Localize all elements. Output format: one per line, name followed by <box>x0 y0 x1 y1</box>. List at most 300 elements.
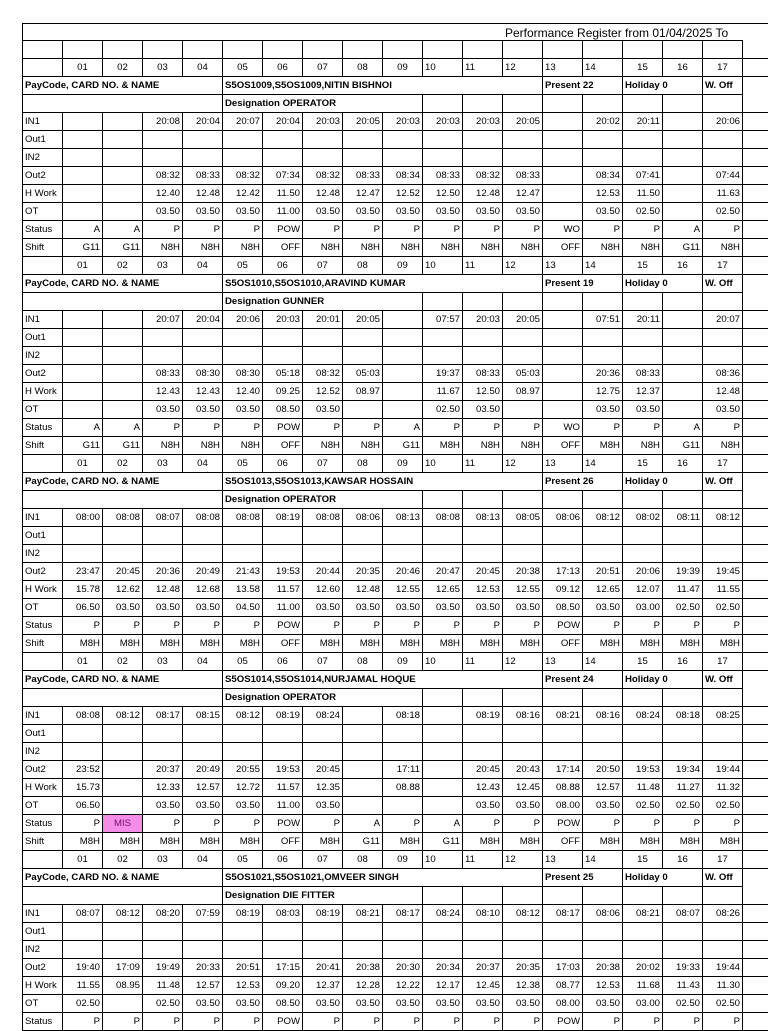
row-label: H Work <box>23 779 63 797</box>
designation-blank <box>663 293 703 311</box>
value-cell: G11 <box>103 239 143 257</box>
blank-cell <box>263 41 303 59</box>
value-cell <box>503 131 543 149</box>
value-cell: 12.48 <box>703 383 743 401</box>
value-cell: 20:03 <box>423 113 463 131</box>
value-cell: 20:06 <box>623 563 663 581</box>
value-cell <box>463 149 503 167</box>
overflow-cell <box>743 995 768 1013</box>
value-cell <box>423 761 463 779</box>
value-cell: A <box>663 419 703 437</box>
blank-cell <box>423 41 463 59</box>
value-cell: M8H <box>703 635 743 653</box>
value-cell: 20:37 <box>143 761 183 779</box>
value-cell <box>303 329 343 347</box>
value-cell: 20:46 <box>383 563 423 581</box>
value-cell <box>623 527 663 545</box>
value-cell <box>223 527 263 545</box>
value-cell <box>703 131 743 149</box>
value-cell <box>223 329 263 347</box>
value-cell: 05:03 <box>343 365 383 383</box>
value-cell <box>463 743 503 761</box>
designation-blank <box>543 887 583 905</box>
value-cell <box>663 203 703 221</box>
value-cell <box>503 725 543 743</box>
value-cell: 12.45 <box>503 779 543 797</box>
row-label: Out1 <box>23 329 63 347</box>
value-cell: G11 <box>663 239 703 257</box>
value-cell: M8H <box>423 635 463 653</box>
value-cell <box>423 743 463 761</box>
row-label: Out1 <box>23 923 63 941</box>
value-cell: 02.50 <box>143 995 183 1013</box>
attendance-row <box>23 617 768 635</box>
day-number-cell: 16 <box>663 59 703 77</box>
value-cell: 20:51 <box>583 563 623 581</box>
value-cell <box>463 527 503 545</box>
value-cell <box>103 383 143 401</box>
day-number-cell: 02 <box>103 851 143 869</box>
value-cell: 08:05 <box>503 509 543 527</box>
value-cell: 12.53 <box>583 977 623 995</box>
value-cell <box>623 725 663 743</box>
value-cell: 20:04 <box>263 113 303 131</box>
attendance-row <box>23 599 768 617</box>
value-cell: 08.88 <box>543 779 583 797</box>
designation-blank <box>543 293 583 311</box>
value-cell <box>623 347 663 365</box>
value-cell <box>463 347 503 365</box>
value-cell <box>263 725 303 743</box>
value-cell: 03.50 <box>423 599 463 617</box>
value-cell <box>543 527 583 545</box>
value-cell <box>383 347 423 365</box>
paycode-label: PayCode, CARD NO. & NAME <box>23 275 223 293</box>
value-cell: 03.50 <box>183 995 223 1013</box>
value-cell: 09.20 <box>263 977 303 995</box>
value-cell: 19:45 <box>703 563 743 581</box>
value-cell: P <box>183 617 223 635</box>
value-cell: 08:32 <box>303 365 343 383</box>
value-cell: 12.65 <box>583 581 623 599</box>
value-cell: 03.50 <box>383 599 423 617</box>
day-number-cell: 01 <box>63 851 103 869</box>
designation-blank <box>583 95 623 113</box>
value-cell <box>103 779 143 797</box>
value-cell <box>503 401 543 419</box>
value-cell: 20:11 <box>623 311 663 329</box>
value-cell: OFF <box>543 635 583 653</box>
value-cell <box>423 707 463 725</box>
value-cell <box>343 797 383 815</box>
value-cell: 03.50 <box>143 599 183 617</box>
attendance-row <box>23 905 768 923</box>
value-cell <box>263 131 303 149</box>
row-label: IN1 <box>23 509 63 527</box>
value-cell: POW <box>543 815 583 833</box>
day-number-cell: 16 <box>663 455 703 473</box>
value-cell: M8H <box>423 437 463 455</box>
value-cell <box>143 941 183 959</box>
value-cell: N8H <box>183 437 223 455</box>
value-cell: 03.50 <box>343 203 383 221</box>
overflow-cell <box>743 239 768 257</box>
header-blank-cell <box>23 59 63 77</box>
day-number-cell: 03 <box>143 257 183 275</box>
value-cell: 12.43 <box>183 383 223 401</box>
value-cell: 17:09 <box>103 959 143 977</box>
row-label: Out2 <box>23 365 63 383</box>
designation-blank <box>703 491 743 509</box>
value-cell <box>343 941 383 959</box>
value-cell: N8H <box>343 437 383 455</box>
weekoff-label: W. Off <box>703 671 743 689</box>
value-cell <box>703 725 743 743</box>
overflow-cell <box>743 563 768 581</box>
value-cell <box>583 131 623 149</box>
value-cell: 02.50 <box>663 797 703 815</box>
overflow-cell <box>743 725 768 743</box>
overflow-cell <box>743 815 768 833</box>
value-cell <box>623 329 663 347</box>
day-number-cell: 15 <box>623 59 663 77</box>
value-cell: 08:12 <box>703 509 743 527</box>
overflow-cell <box>743 545 768 563</box>
value-cell: 03.50 <box>303 203 343 221</box>
day-number-cell: 02 <box>103 653 143 671</box>
value-cell: 08:16 <box>503 707 543 725</box>
blank-cell <box>183 41 223 59</box>
value-cell: P <box>303 1013 343 1031</box>
blank-cell <box>343 41 383 59</box>
value-cell <box>543 923 583 941</box>
designation-blank <box>503 491 543 509</box>
value-cell <box>383 365 423 383</box>
value-cell <box>183 725 223 743</box>
value-cell: 20:45 <box>303 761 343 779</box>
value-cell: 02.50 <box>703 203 743 221</box>
overflow-cell <box>743 743 768 761</box>
value-cell: 03.50 <box>503 995 543 1013</box>
value-cell: N8H <box>423 239 463 257</box>
blank-cell <box>503 41 543 59</box>
value-cell: P <box>423 1013 463 1031</box>
value-cell: 08:26 <box>703 905 743 923</box>
value-cell: 20:05 <box>343 311 383 329</box>
value-cell: 12.52 <box>383 185 423 203</box>
present-count: Present 22 <box>543 77 623 95</box>
value-cell <box>103 131 143 149</box>
row-label: Status <box>23 221 63 239</box>
value-cell: G11 <box>63 239 103 257</box>
day-number-cell: 17 <box>703 653 743 671</box>
value-cell: 20:03 <box>263 311 303 329</box>
value-cell <box>423 725 463 743</box>
row-label: Out1 <box>23 131 63 149</box>
value-cell: 19:34 <box>663 761 703 779</box>
value-cell: 12.43 <box>143 383 183 401</box>
value-cell <box>223 149 263 167</box>
day-number-cell: 02 <box>103 257 143 275</box>
value-cell <box>223 941 263 959</box>
value-cell: A <box>103 221 143 239</box>
value-cell <box>383 923 423 941</box>
value-cell <box>663 149 703 167</box>
value-cell: 20:05 <box>503 113 543 131</box>
value-cell: G11 <box>63 437 103 455</box>
overflow-cell <box>743 329 768 347</box>
value-cell <box>63 203 103 221</box>
day-number-cell: 16 <box>663 653 703 671</box>
value-cell: 20:41 <box>303 959 343 977</box>
attendance-row <box>23 347 768 365</box>
value-cell <box>703 923 743 941</box>
value-cell: N8H <box>623 239 663 257</box>
day-number-cell: 05 <box>223 851 263 869</box>
attendance-row <box>23 221 768 239</box>
value-cell: 20:06 <box>223 311 263 329</box>
value-cell <box>663 347 703 365</box>
value-cell <box>543 311 583 329</box>
value-cell <box>103 923 143 941</box>
value-cell: 08:32 <box>463 167 503 185</box>
attendance-row <box>23 167 768 185</box>
designation-row <box>23 491 768 509</box>
attendance-row <box>23 149 768 167</box>
title-rule <box>22 23 768 24</box>
employee-name: S5OS1009,S5OS1009,NITIN BISHNOI <box>223 77 543 95</box>
designation-blank <box>663 689 703 707</box>
value-cell: N8H <box>503 437 543 455</box>
designation-blank <box>23 689 223 707</box>
value-cell <box>663 545 703 563</box>
overflow-cell <box>743 923 768 941</box>
attendance-row <box>23 815 768 833</box>
value-cell: 07:57 <box>423 311 463 329</box>
value-cell <box>343 401 383 419</box>
day-header-row <box>23 257 768 275</box>
value-cell: 20:03 <box>383 113 423 131</box>
value-cell <box>663 113 703 131</box>
value-cell: 12.40 <box>143 185 183 203</box>
value-cell: 12.53 <box>223 977 263 995</box>
value-cell <box>343 725 383 743</box>
value-cell: 11.57 <box>263 581 303 599</box>
day-number-cell: 12 <box>503 653 543 671</box>
day-number-cell: 13 <box>543 455 583 473</box>
value-cell: 08:08 <box>183 509 223 527</box>
value-cell: 11.32 <box>703 779 743 797</box>
designation-blank <box>623 293 663 311</box>
row-label: H Work <box>23 185 63 203</box>
value-cell: P <box>63 1013 103 1031</box>
row-label: IN1 <box>23 311 63 329</box>
value-cell <box>543 203 583 221</box>
value-cell: 08:12 <box>583 509 623 527</box>
value-cell <box>63 149 103 167</box>
blank-cell <box>383 41 423 59</box>
value-cell: 12.72 <box>223 779 263 797</box>
value-cell <box>103 347 143 365</box>
value-cell: 11.68 <box>623 977 663 995</box>
value-cell: 19:53 <box>263 563 303 581</box>
value-cell: 20:03 <box>463 113 503 131</box>
value-cell <box>303 545 343 563</box>
value-cell <box>543 131 583 149</box>
value-cell <box>543 401 583 419</box>
value-cell: 20:08 <box>143 113 183 131</box>
value-cell <box>503 329 543 347</box>
value-cell <box>503 545 543 563</box>
value-cell <box>503 149 543 167</box>
overflow-cell <box>743 221 768 239</box>
value-cell: 20:02 <box>623 959 663 977</box>
value-cell <box>103 149 143 167</box>
value-cell: P <box>223 815 263 833</box>
attendance-row <box>23 329 768 347</box>
row-label: IN2 <box>23 743 63 761</box>
attendance-row <box>23 995 768 1013</box>
value-cell <box>663 131 703 149</box>
value-cell: P <box>663 815 703 833</box>
attendance-row <box>23 725 768 743</box>
value-cell: P <box>343 221 383 239</box>
day-number-cell: 01 <box>63 59 103 77</box>
value-cell <box>143 347 183 365</box>
attendance-row <box>23 203 768 221</box>
day-number-cell: 06 <box>263 851 303 869</box>
value-cell: 06.50 <box>63 797 103 815</box>
value-cell <box>623 545 663 563</box>
row-label: Status <box>23 815 63 833</box>
row-label: IN2 <box>23 545 63 563</box>
value-cell: 03.50 <box>303 995 343 1013</box>
value-cell: 08:30 <box>223 365 263 383</box>
paycode-label: PayCode, CARD NO. & NAME <box>23 869 223 887</box>
value-cell: 08:10 <box>463 905 503 923</box>
day-number-cell: 03 <box>143 653 183 671</box>
present-count: Present 24 <box>543 671 623 689</box>
value-cell: 12.48 <box>463 185 503 203</box>
value-cell: 20:36 <box>583 365 623 383</box>
value-cell <box>423 545 463 563</box>
value-cell <box>583 545 623 563</box>
value-cell: 20:38 <box>343 959 383 977</box>
value-cell: N8H <box>303 239 343 257</box>
value-cell <box>103 941 143 959</box>
weekoff-label: W. Off <box>703 473 743 491</box>
value-cell: 08:33 <box>183 167 223 185</box>
day-number-cell: 08 <box>343 653 383 671</box>
value-cell <box>623 743 663 761</box>
value-cell: 02.50 <box>663 995 703 1013</box>
value-cell: P <box>703 221 743 239</box>
value-cell: P <box>343 617 383 635</box>
value-cell <box>143 527 183 545</box>
value-cell: 03.50 <box>463 797 503 815</box>
value-cell <box>423 149 463 167</box>
value-cell: G11 <box>343 833 383 851</box>
value-cell <box>103 365 143 383</box>
value-cell <box>143 743 183 761</box>
value-cell: N8H <box>143 437 183 455</box>
blank-cell <box>103 41 143 59</box>
attendance-row <box>23 383 768 401</box>
blank-cell <box>143 41 183 59</box>
day-number-cell: 10 <box>423 257 463 275</box>
value-cell <box>583 941 623 959</box>
blank-cell <box>703 41 743 59</box>
value-cell: P <box>303 815 343 833</box>
designation-blank <box>543 95 583 113</box>
employee-name: S5OS1013,S5OS1013,KAWSAR HOSSAIN <box>223 473 543 491</box>
value-cell: N8H <box>583 239 623 257</box>
value-cell: M8H <box>223 635 263 653</box>
day-number-cell: 11 <box>463 257 503 275</box>
designation-blank <box>23 293 223 311</box>
value-cell: 03.50 <box>463 401 503 419</box>
value-cell: 12.62 <box>103 581 143 599</box>
value-cell: 20:36 <box>143 563 183 581</box>
value-cell: P <box>183 815 223 833</box>
day-number-cell: 03 <box>143 59 183 77</box>
designation-blank <box>663 95 703 113</box>
holiday-count: Holiday 0 <box>623 275 703 293</box>
value-cell <box>263 941 303 959</box>
value-cell <box>303 743 343 761</box>
overflow-cell <box>743 707 768 725</box>
header-overflow-cell <box>743 653 768 671</box>
value-cell: M8H <box>583 635 623 653</box>
value-cell <box>103 401 143 419</box>
designation-blank <box>503 689 543 707</box>
overflow-cell <box>743 833 768 851</box>
value-cell: 03.50 <box>583 995 623 1013</box>
overflow-cell <box>743 419 768 437</box>
value-cell: 12.75 <box>583 383 623 401</box>
row-label: Out2 <box>23 167 63 185</box>
value-cell: 19:39 <box>663 563 703 581</box>
designation-blank <box>463 293 503 311</box>
employee-header-row <box>23 473 768 491</box>
value-cell: P <box>383 815 423 833</box>
value-cell: 20:49 <box>183 563 223 581</box>
value-cell: N8H <box>223 437 263 455</box>
value-cell: POW <box>263 221 303 239</box>
value-cell: 11.63 <box>703 185 743 203</box>
value-cell <box>343 149 383 167</box>
designation-blank <box>463 95 503 113</box>
attendance-row <box>23 761 768 779</box>
value-cell: 20:35 <box>343 563 383 581</box>
designation-blank <box>543 491 583 509</box>
designation-blank <box>23 95 223 113</box>
value-cell: 03.50 <box>503 599 543 617</box>
value-cell <box>63 185 103 203</box>
value-cell: P <box>303 221 343 239</box>
header-overflow-cell <box>743 257 768 275</box>
value-cell: 03.50 <box>463 599 503 617</box>
value-cell: P <box>623 419 663 437</box>
value-cell: 03.50 <box>143 203 183 221</box>
value-cell: M8H <box>383 833 423 851</box>
value-cell: 20:07 <box>223 113 263 131</box>
value-cell <box>63 167 103 185</box>
value-cell: P <box>623 1013 663 1031</box>
value-cell <box>223 347 263 365</box>
value-cell <box>383 383 423 401</box>
value-cell: 08:08 <box>63 707 103 725</box>
